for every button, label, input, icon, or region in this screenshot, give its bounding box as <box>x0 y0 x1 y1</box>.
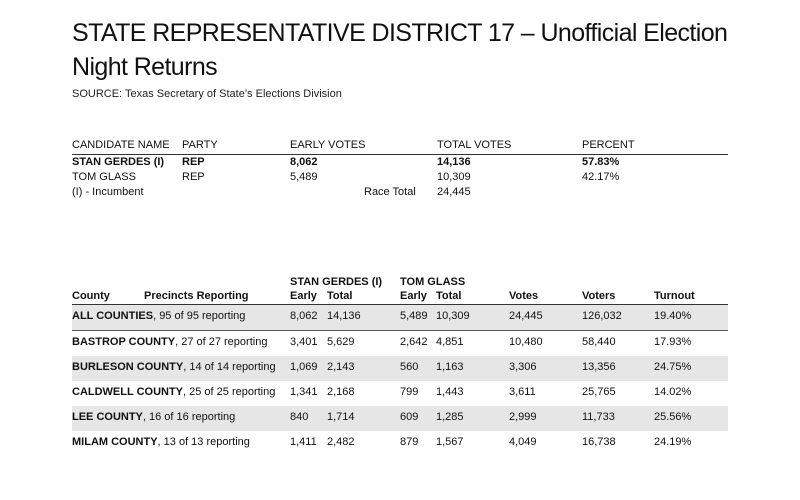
voters-cell: 11,733 <box>582 411 615 423</box>
stan-early-cell: 1,341 <box>290 386 318 398</box>
candidate-name: STAN GERDES (I) <box>72 156 165 168</box>
turnout-cell: 14.02% <box>654 386 692 398</box>
tom-total-cell: 1,163 <box>436 361 464 373</box>
candidate-name: TOM GLASS <box>72 171 136 183</box>
header-early-votes: EARLY VOTES <box>290 139 366 151</box>
votes-cell: 3,306 <box>509 361 537 373</box>
tom-early-cell: 799 <box>400 386 419 398</box>
summary-table <box>72 138 728 200</box>
voters-cell: 16,738 <box>582 436 616 448</box>
table-row <box>72 381 728 406</box>
votes-cell: 10,480 <box>509 336 543 348</box>
stan-early-cell: 8,062 <box>290 310 318 322</box>
header-percent: PERCENT <box>582 139 635 151</box>
county-cell <box>72 411 235 423</box>
tom-early-cell: 879 <box>400 436 419 448</box>
stan-total-cell: 2,168 <box>327 386 355 398</box>
header-candidate-name: CANDIDATE NAME <box>72 139 170 151</box>
header-county: County <box>72 290 110 302</box>
county-cell <box>72 336 267 348</box>
votes-cell: 4,049 <box>509 436 537 448</box>
candidate-party: REP <box>182 156 205 168</box>
county-name: ALL COUNTIES <box>72 310 154 322</box>
candidate-early-votes: 5,489 <box>290 171 318 183</box>
candidate-percent: 57.83% <box>582 156 620 168</box>
summary-footer-row <box>72 185 728 200</box>
stan-early-cell: 3,401 <box>290 336 318 348</box>
incumbent-note: (I) - Incumbent <box>72 186 144 198</box>
turnout-cell: 24.19% <box>654 436 692 448</box>
tom-total-cell: 1,567 <box>436 436 464 448</box>
table-row <box>72 431 728 456</box>
precincts-reporting: , 16 of 16 reporting <box>142 411 236 423</box>
voters-cell: 58,440 <box>582 336 616 348</box>
voters-cell: 25,765 <box>582 386 616 398</box>
stan-total-cell: 2,143 <box>327 361 355 373</box>
source-note: SOURCE: Texas Secretary of State’s Elections Division <box>72 88 342 100</box>
stan-early-cell: 1,069 <box>290 361 318 373</box>
stan-total-cell: 5,629 <box>327 336 355 348</box>
race-total-value: 24,445 <box>437 186 471 198</box>
turnout-cell: 24.75% <box>654 361 692 373</box>
table-row <box>72 406 728 431</box>
precincts-reporting: , 95 of 95 reporting <box>153 310 246 322</box>
county-cell <box>72 361 276 373</box>
precincts-reporting: , 25 of 25 reporting <box>183 386 276 398</box>
summary-row-winner <box>72 155 728 170</box>
header-party: PARTY <box>182 139 218 151</box>
candidate-header-row <box>72 274 728 288</box>
candidate-early-votes: 8,062 <box>290 156 318 168</box>
tom-total-cell: 1,285 <box>436 411 464 423</box>
votes-cell: 24,445 <box>509 310 543 322</box>
header-tom-glass: TOM GLASS <box>400 276 466 288</box>
precincts-reporting: , 14 of 14 reporting <box>183 361 276 373</box>
county-cell <box>72 310 245 322</box>
stan-early-cell: 840 <box>290 411 309 423</box>
stan-total-cell: 14,136 <box>327 310 361 322</box>
header-total-votes: TOTAL VOTES <box>437 139 512 151</box>
header-stan-total: Total <box>327 290 353 302</box>
tom-early-cell: 2,642 <box>400 336 428 348</box>
stan-total-cell: 1,714 <box>327 411 355 423</box>
candidate-percent: 42.17% <box>582 171 620 183</box>
candidate-total-votes: 14,136 <box>437 156 471 168</box>
table-row <box>72 305 728 331</box>
county-name: BASTROP COUNTY <box>72 336 176 348</box>
summary-row <box>72 170 728 185</box>
header-voters: Voters <box>582 290 616 302</box>
votes-cell: 2,999 <box>509 411 537 423</box>
candidate-party: REP <box>182 171 205 183</box>
header-votes: Votes <box>509 290 539 302</box>
county-cell <box>72 436 250 448</box>
county-name: CALDWELL COUNTY <box>72 386 184 398</box>
turnout-cell: 19.40% <box>654 310 692 322</box>
tom-early-cell: 560 <box>400 361 419 373</box>
tom-early-cell: 5,489 <box>400 310 428 322</box>
precincts-reporting: , 13 of 13 reporting <box>157 436 250 448</box>
turnout-cell: 25.56% <box>654 411 692 423</box>
header-stan-gerdes: STAN GERDES (I) <box>290 276 383 288</box>
tom-early-cell: 609 <box>400 411 419 423</box>
page-title: STATE REPRESENTATIVE DISTRICT 17 – Unofficial Election Night Returns <box>72 19 728 81</box>
stan-early-cell: 1,411 <box>290 436 317 448</box>
summary-header-row <box>72 138 728 155</box>
county-results-table <box>72 274 728 456</box>
county-name: BURLESON COUNTY <box>72 361 184 373</box>
precincts-reporting: , 27 of 27 reporting <box>175 336 268 348</box>
tom-total-cell: 10,309 <box>436 310 470 322</box>
voters-cell: 126,032 <box>582 310 622 322</box>
table-row <box>72 331 728 356</box>
table-row <box>72 356 728 381</box>
county-cell <box>72 386 275 398</box>
header-precincts: Precincts Reporting <box>144 290 249 302</box>
header-stan-early: Early <box>290 290 317 302</box>
turnout-cell: 17.93% <box>654 336 692 348</box>
voters-cell: 13,356 <box>582 361 616 373</box>
header-tom-early: Early <box>400 290 427 302</box>
race-total-label: Race Total <box>364 186 416 198</box>
column-header-row <box>72 288 728 305</box>
header-tom-total: Total <box>436 290 462 302</box>
tom-total-cell: 1,443 <box>436 386 464 398</box>
county-name: LEE COUNTY <box>72 411 143 423</box>
header-turnout: Turnout <box>654 290 695 302</box>
votes-cell: 3,611 <box>509 386 536 398</box>
tom-total-cell: 4,851 <box>436 336 464 348</box>
candidate-total-votes: 10,309 <box>437 171 471 183</box>
stan-total-cell: 2,482 <box>327 436 355 448</box>
county-name: MILAM COUNTY <box>72 436 158 448</box>
